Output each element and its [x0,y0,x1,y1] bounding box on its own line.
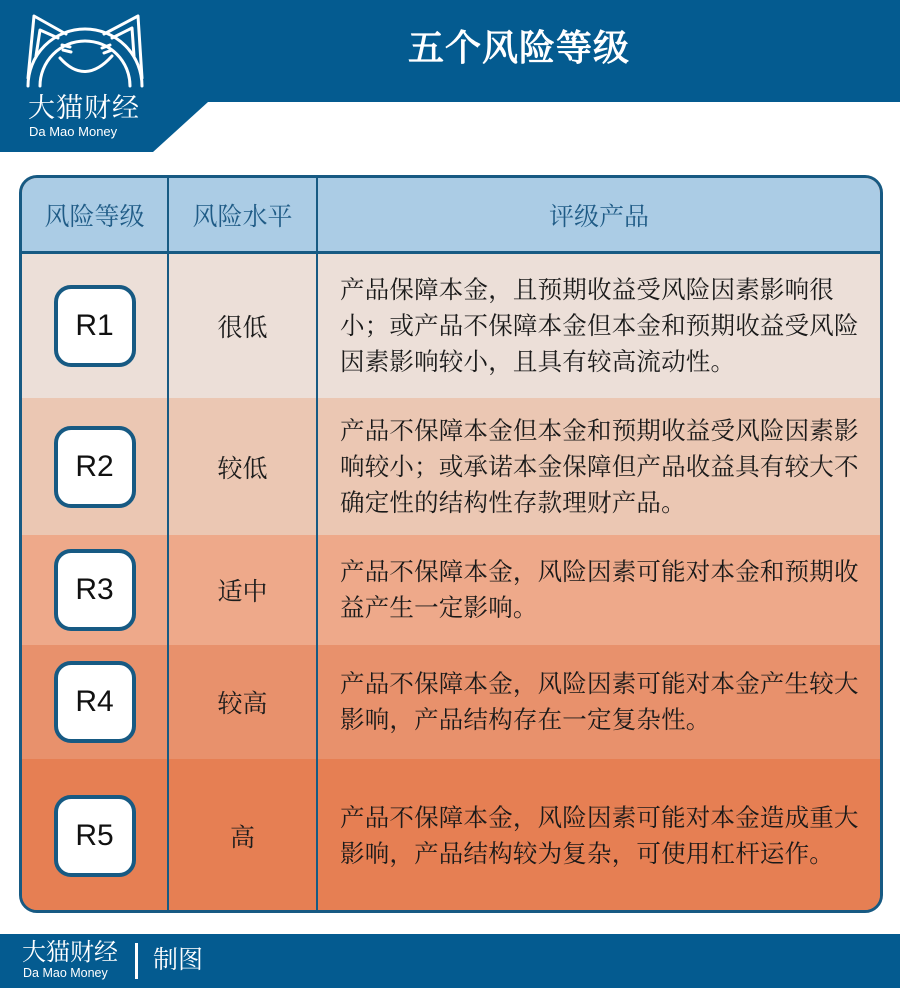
description-cell [318,254,880,398]
table-row [22,398,880,535]
footer-credit-label: 制图 [153,945,204,974]
table-body [22,254,880,913]
risk-levels-table [19,175,883,913]
level-cell [169,535,318,645]
table-row [22,535,880,645]
column-header-grade: 风险等级 [22,178,169,251]
page-title: 五个风险等级 [408,28,631,69]
grade-cell [22,254,169,398]
level-cell [169,645,318,759]
footer-brand-name-en: Da Mao Money [23,966,108,980]
product-description: 产品不保障本金但本金和预期收益受风险因素影响较小；或承诺本金保障但产品收益具有较大不确定性的结构性存款理财产品。 [340,415,859,517]
risk-level-text: 较低 [217,453,268,483]
grade-badge: R1 [54,285,136,367]
product-description: 产品不保障本金，风险因素可能对本金产生较大影响，产品结构存在一定复杂性。 [340,669,859,734]
product-description: 产品不保障本金，风险因素可能对本金造成重大影响，产品结构较为复杂，可使用杠杆运作。 [340,803,859,868]
table-row [22,254,880,398]
description-cell [318,398,880,535]
grade-badge: R2 [54,426,136,508]
risk-level-text: 高 [229,823,255,852]
grade-cell [22,398,169,535]
grade-cell [22,535,169,645]
footer-brand-name-cn: 大猫财经 [22,938,118,966]
grade-badge: R5 [54,795,136,877]
logo-brand-name-cn: 大猫财经 [28,93,140,124]
table-row [22,759,880,913]
level-cell [169,398,318,535]
level-cell [169,254,318,398]
column-header-level: 风险水平 [169,178,318,251]
risk-level-text: 很低 [217,313,268,342]
grade-badge: R3 [54,549,136,631]
risk-level-text: 较高 [217,689,268,718]
cat-head-logo-icon [20,6,150,96]
level-cell [169,759,318,913]
grade-cell [22,645,169,759]
column-header-products: 评级产品 [548,201,649,231]
description-cell [318,645,880,759]
description-cell [318,759,880,913]
risk-level-text: 适中 [217,577,268,606]
product-description: 产品保障本金，且预期收益受风险因素影响很小；或产品不保障本金但本金和预期收益受风险因素影响较小，且具有较高流动性。 [340,275,859,376]
footer-divider [135,943,138,979]
grade-badge: R4 [54,661,136,743]
header-banner [0,0,900,152]
logo-brand-name-en: Da Mao Money [29,124,118,139]
table-row [22,645,880,759]
grade-cell [22,759,169,913]
product-description: 产品不保障本金，风险因素可能对本金和预期收益产生一定影响。 [340,557,859,622]
footer-banner [0,934,900,988]
description-cell [318,535,880,645]
table-header-row [22,178,880,254]
